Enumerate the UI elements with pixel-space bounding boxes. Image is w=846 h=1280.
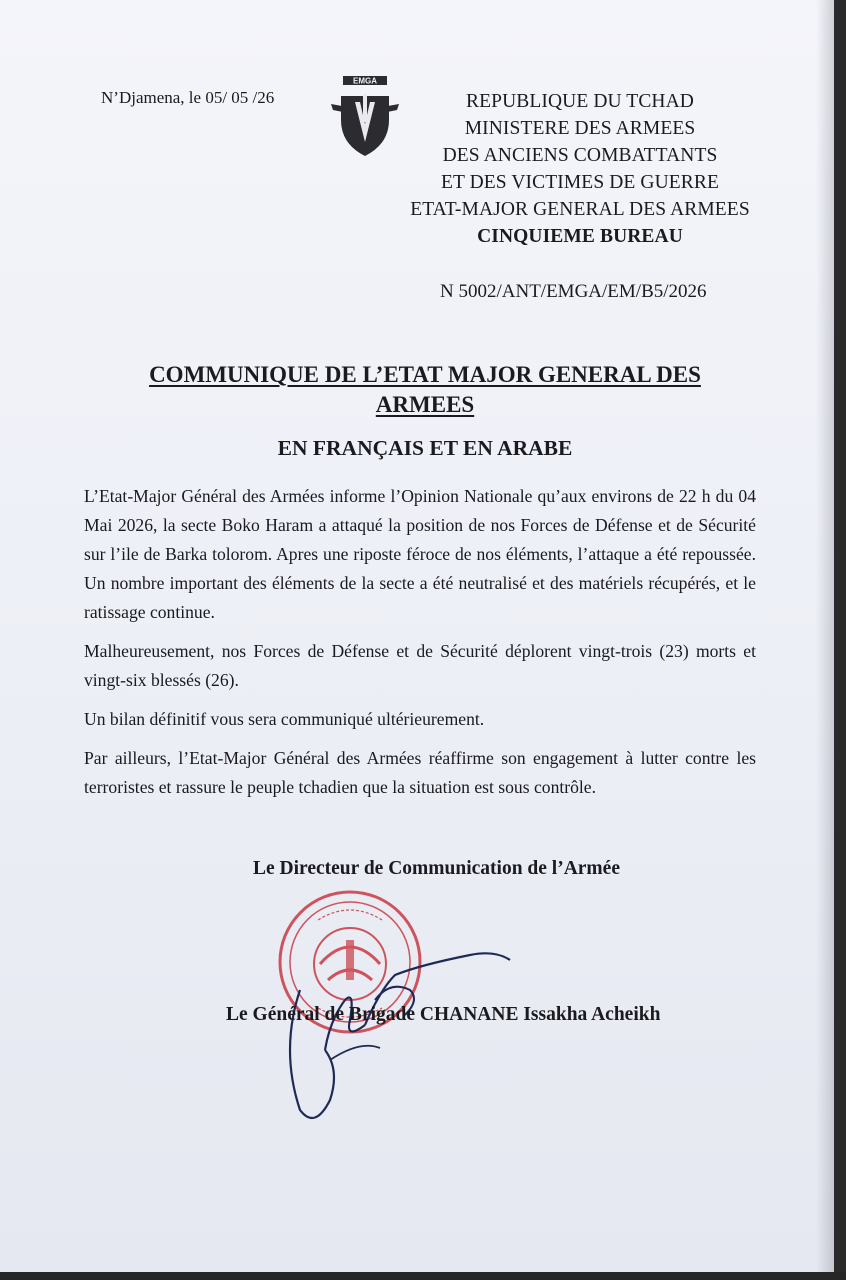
reference-number: N 5002/ANT/EMGA/EM/B5/2026 xyxy=(440,281,707,302)
paragraph-attack: L’Etat-Major Général des Armées informe l’Opinion Nationale qu’aux environs de 22 h du 04 Mai 2026, la secte Boko Haram a attaqué la position de nos Forces de Défense et de Sécurité sur l’ile de Barka tolorom. Apres une riposte féroce de nos éléments, l’attaque a été repoussée. Un nombre important des éléments de la secte a été neutralisé et des matériels récupérés, et le ratissage continue. xyxy=(84,486,756,622)
ministry-line-2: DES ANCIENS COMBATTANTS xyxy=(442,145,718,166)
handwritten-signature-icon xyxy=(270,930,520,1130)
title-line-2: ARMEES xyxy=(375,392,475,417)
background-edge xyxy=(834,0,846,1280)
signer-title: Le Directeur de Communication de l’Armée xyxy=(253,858,620,879)
paragraph-casualties: Malheureusement, nos Forces de Défense et de Sécurité déplorent vingt-trois (23) morts et vingt-six blessés (26). xyxy=(84,641,756,690)
title-line-1: COMMUNIQUE DE L’ETAT MAJOR GENERAL DES xyxy=(149,362,701,387)
date-line: N’Djamena, le 05/ 05 /26 xyxy=(101,88,275,107)
background-bottom xyxy=(0,1272,846,1280)
signer-name: Le Général de Brigade CHANANE Issakha Acheikh xyxy=(226,1004,661,1025)
communique-title xyxy=(120,360,730,420)
paragraph-commitment: Par ailleurs, l’Etat-Major Général des Armées réaffirme son engagement à lutter contre les terroristes et rassure le peuple tchadien que la situation est sous contrôle. xyxy=(84,748,756,797)
institution-header xyxy=(380,88,780,250)
communique-body xyxy=(84,482,756,810)
paragraph-assessment: Un bilan définitif vous sera communiqué ultérieurement. xyxy=(84,709,485,729)
ministry-line-1: MINISTERE DES ARMEES xyxy=(464,118,696,139)
bureau-line: CINQUIEME BUREAU xyxy=(477,226,683,247)
ministry-line-3: ET DES VICTIMES DE GUERRE xyxy=(440,172,720,193)
emblem-label: EMGA xyxy=(353,76,377,86)
staff-line: ETAT-MAJOR GENERAL DES ARMEES xyxy=(410,199,750,220)
communique-subtitle: EN FRANÇAIS ET EN ARABE xyxy=(277,436,573,460)
page-edge-shadow xyxy=(816,0,834,1272)
republic-line: REPUBLIQUE DU TCHAD xyxy=(466,91,694,112)
